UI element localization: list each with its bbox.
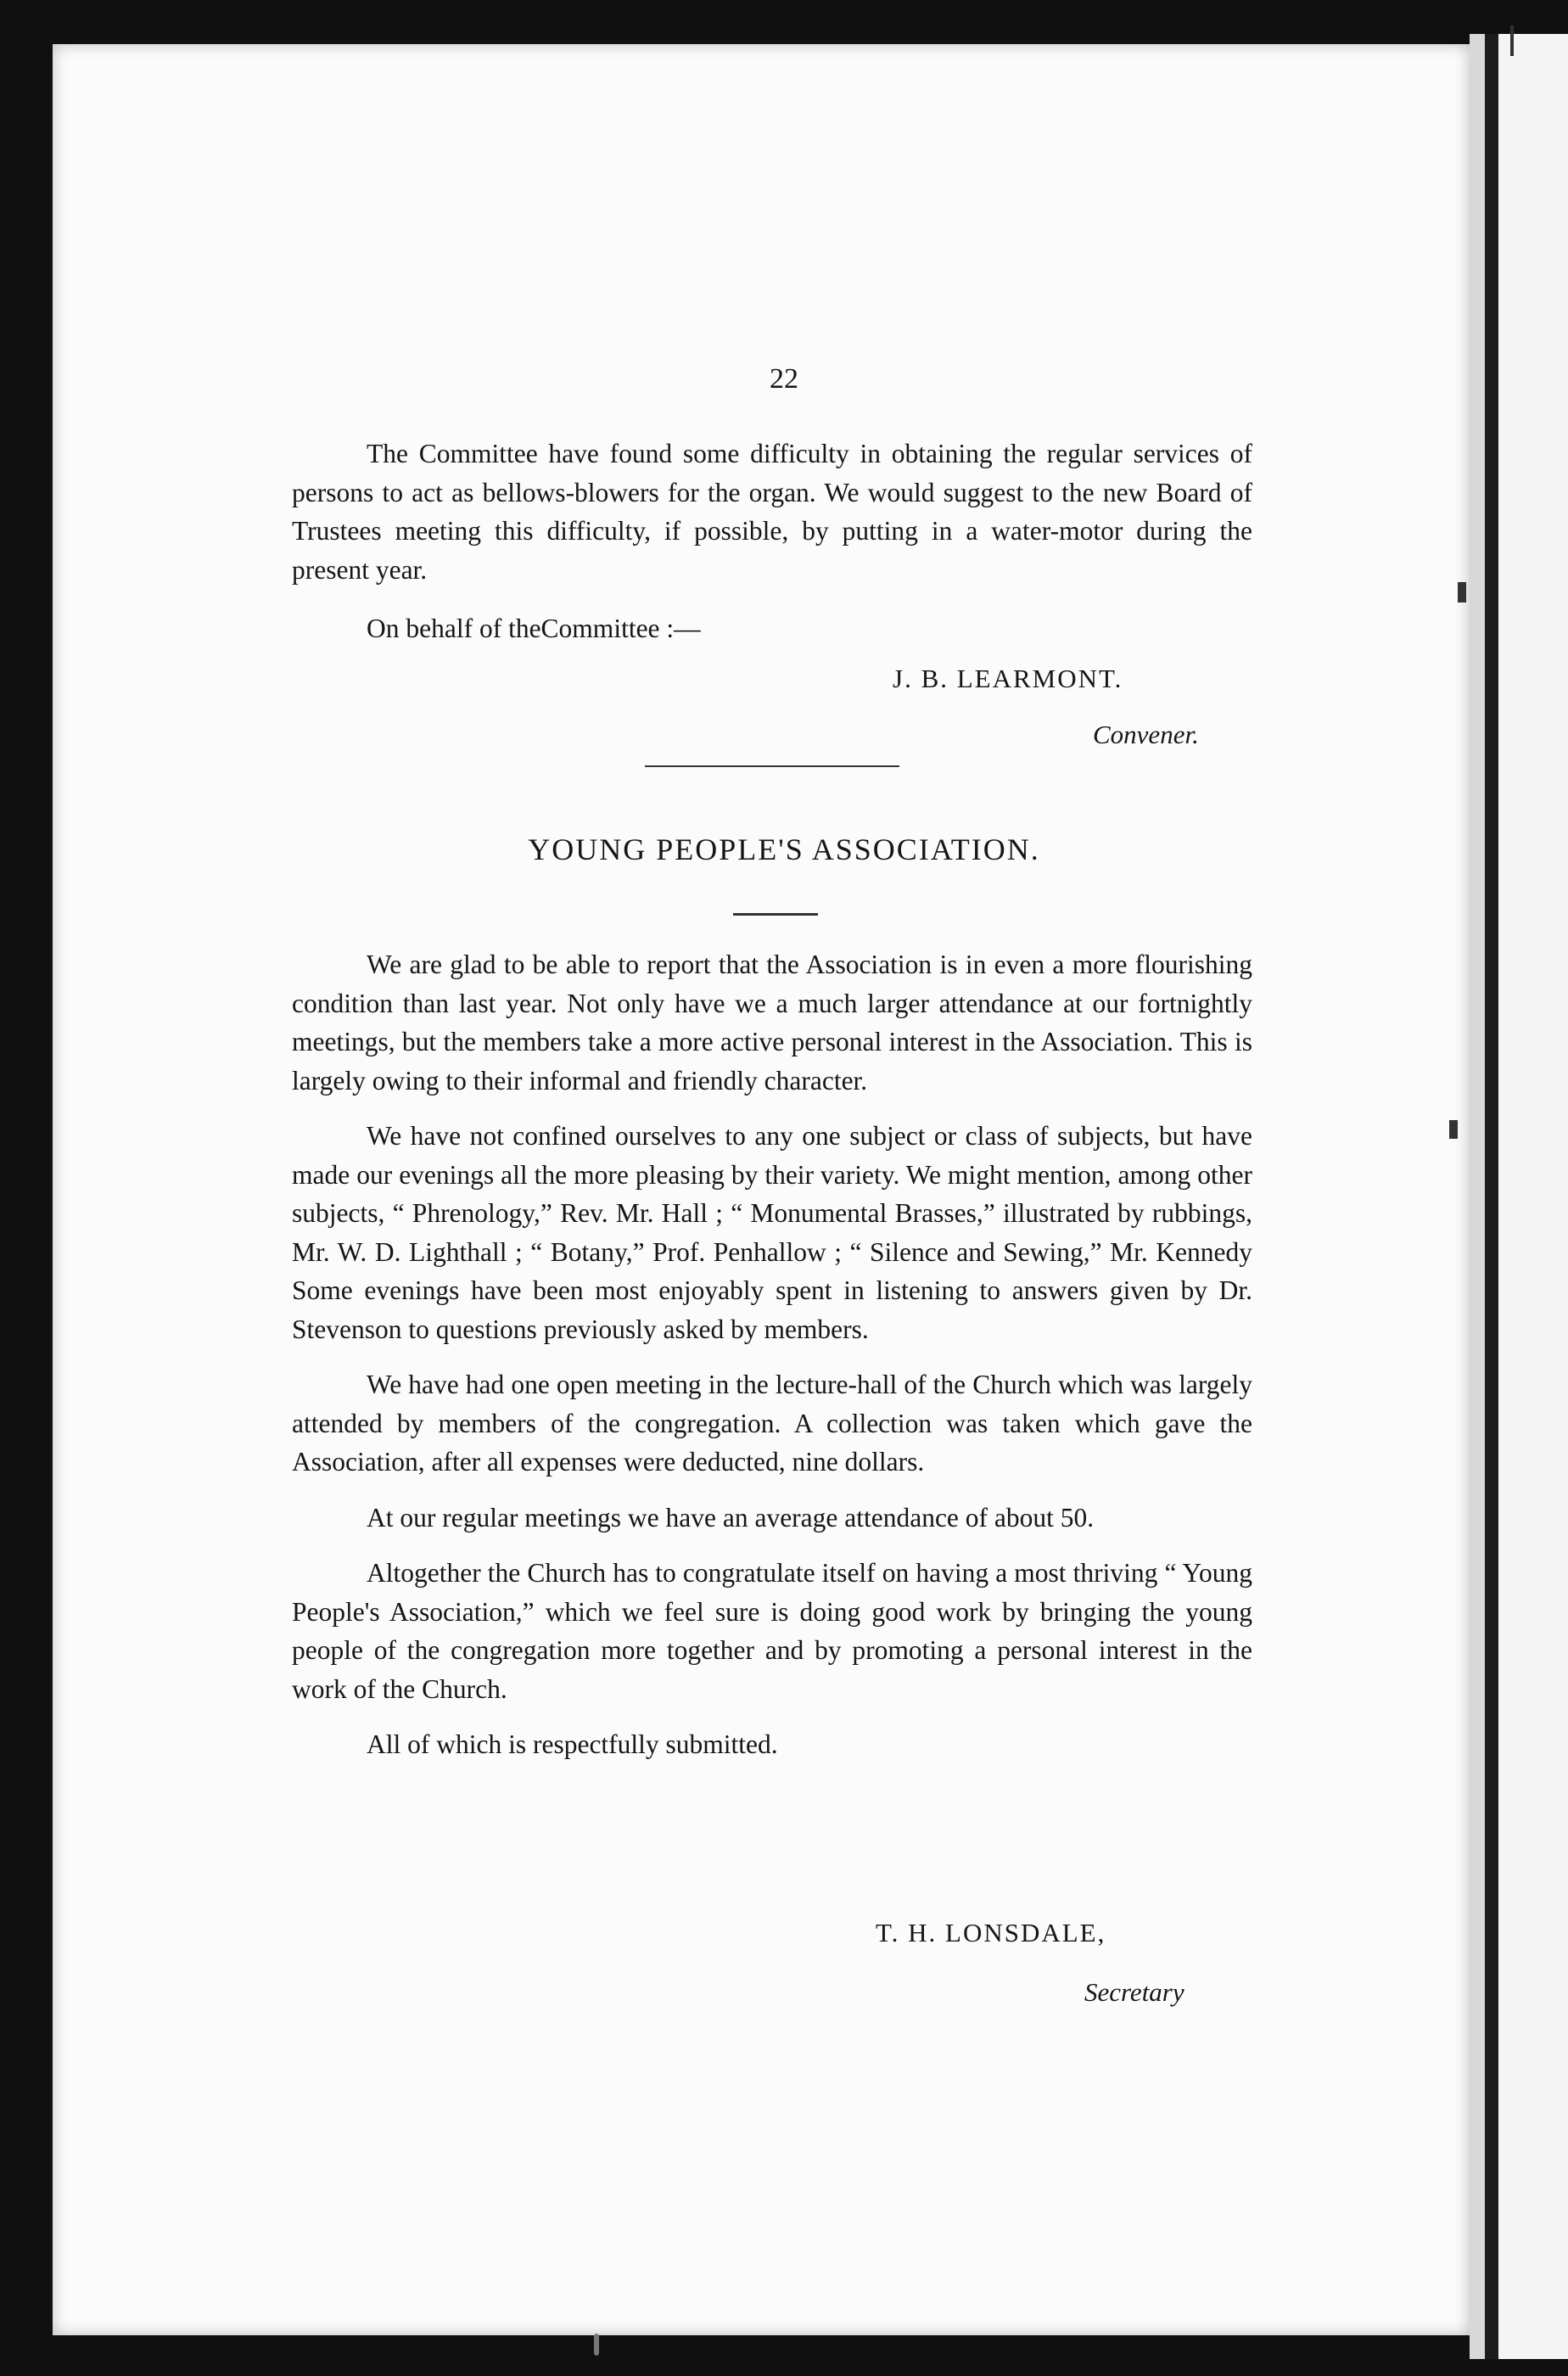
association-paragraph: We have not confined ourselves to any one subject or class of subjects, but have made our evenings all the more pleasing by their variety. We might mention, among other subjects, “ Phrenology,” Rev. Mr. Hall ; “ Monumental Brasses,” illustrated by rubbings, Mr. W. D. Lighthall ; “ Botany,” Prof. Penhallow ; “ Silence and Sewing,” Mr. Kennedy Some evenings have been most enjoyably spent in listening to answers given by Dr. Stevenson to questions previously asked by members. bbox=[292, 1121, 1252, 1344]
committee-paragraph: The Committee have found some difficulty in obtaining the regular services of persons to act as bellows-blowers for the organ. We would suggest to the new Board of Trustees meeting this difficulty, if possible, by putting in a water-motor during the present year. bbox=[292, 439, 1252, 585]
association-paragraph: We have had one open meeting in the lecture-hall of the Church which was largely attended by members of the congregation. A collection was taken which gave the Association, after all expenses were deducted, nine dollars. bbox=[292, 1370, 1252, 1477]
association-paragraph: At our regular meetings we have an average attendance of about 50. bbox=[367, 1502, 1095, 1533]
association-signatory: T. H. LONSDALE, bbox=[876, 1918, 1106, 1947]
committee-signatory: J. B. LEARMONT. bbox=[893, 664, 1123, 693]
association-closing-line: All of which is respectfully submitted. bbox=[367, 1729, 778, 1759]
scan-speck bbox=[594, 2334, 599, 2356]
section-heading: YOUNG PEOPLE'S ASSOCIATION. bbox=[528, 832, 1040, 866]
page-number: 22 bbox=[770, 363, 798, 395]
committee-closing-line: On behalf of theCommittee :— bbox=[367, 614, 701, 643]
association-paragraph: We are glad to be able to report that the Association is in even a more flourishing condition than last year. Not only have we a much larger attendance at our fortnightly meetings, but the members take a more active personal interest in the Association. This is largely owing to their informal and friendly character. bbox=[292, 950, 1252, 1096]
facing-page-mark bbox=[1510, 25, 1514, 56]
scan-speck bbox=[25, 255, 34, 289]
heading-underline bbox=[733, 913, 818, 916]
facing-page-mark bbox=[1449, 1120, 1458, 1139]
association-paragraph: Altogether the Church has to congratulate itself on having a most thriving “ Young People's Association,” which we feel sure is doing good work by bringing the young people of the congregation more together and by promoting a personal interest in the work of the Church. bbox=[292, 1558, 1252, 1704]
association-report bbox=[292, 945, 1252, 1764]
committee-report bbox=[292, 434, 1252, 648]
section-divider bbox=[645, 765, 899, 767]
association-signatory-title: Secretary bbox=[1084, 1977, 1184, 2007]
facing-page-mark bbox=[1458, 582, 1466, 602]
committee-signatory-title: Convener. bbox=[1093, 720, 1199, 749]
